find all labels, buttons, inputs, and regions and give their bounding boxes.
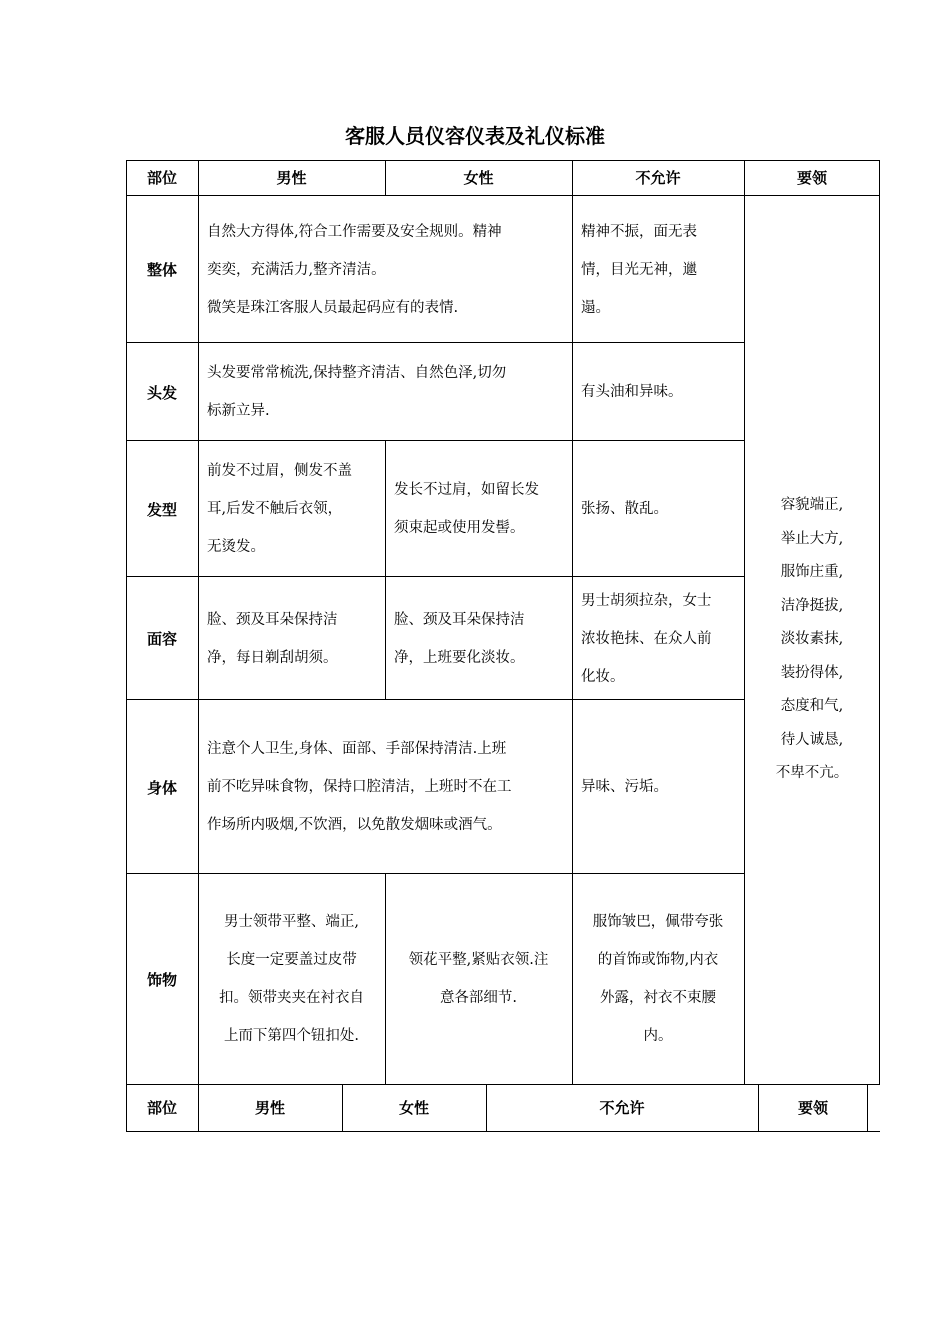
table-border (126, 873, 744, 874)
table-border (126, 160, 127, 1132)
text-line: 遢。 (581, 299, 610, 316)
text-line: 外露，衬衣不束腰 (600, 990, 716, 1006)
table-border (126, 195, 880, 196)
body-standard (198, 700, 572, 874)
text-line: 注意个人卫生,身体、面部、手部保持清洁.上班 (207, 741, 507, 757)
header-male: 男性 (276, 169, 307, 187)
footer-header-female: 女性 (398, 1099, 429, 1117)
header-forbidden: 不允许 (635, 169, 681, 187)
key-point: 不卑不亢。 (775, 765, 849, 782)
text-line: 异味、污垢。 (581, 779, 668, 795)
table-border (385, 160, 386, 196)
hairstyle-female (385, 441, 572, 577)
text-line: 浓妆艳抹、在众人前 (581, 630, 712, 647)
text-line: 净，每日剃刮胡须。 (207, 649, 338, 666)
overall-standard (198, 196, 572, 343)
hairstyle-forbidden (572, 441, 744, 577)
page-title: 客服人员仪容仪表及礼仪标准 (345, 124, 605, 148)
table-border (758, 1084, 759, 1132)
text-line: 作场所内吸烟,不饮酒，以免散发烟味或酒气。 (207, 817, 502, 833)
header-key-points: 要领 (796, 169, 827, 187)
text-line: 化妆。 (581, 668, 625, 685)
key-point: 服饰庄重, (780, 564, 844, 581)
text-line: 前不吃异味食物，保持口腔清洁，上班时不在工 (207, 779, 512, 795)
table-border (385, 441, 386, 700)
text-line: 情，目光无神，邋 (581, 261, 697, 278)
accessories-forbidden (572, 874, 744, 1084)
table-border (126, 440, 744, 441)
key-point: 装扮得体, (780, 664, 844, 681)
face-male (198, 577, 385, 700)
hair-standard (198, 343, 572, 441)
text-line: 耳,后发不触后衣领， (207, 501, 343, 517)
row-label-hair: 头发 (146, 383, 177, 402)
text-line: 标新立异. (207, 403, 270, 419)
text-line: 奕奕，充满活力,整齐清洁。 (207, 261, 386, 278)
text-line: 前发不过眉，侧发不盖 (207, 463, 352, 479)
text-line: 长度一定要盖过皮带 (226, 952, 357, 968)
text-line: 有头油和异味。 (581, 384, 683, 400)
text-line: 扣。领带夹夹在衬衣自 (219, 990, 364, 1006)
text-line: 张扬、散乱。 (581, 501, 668, 517)
text-line: 服饰皱巴，佩带夸张 (592, 914, 724, 930)
key-point: 举止大方, (780, 530, 844, 547)
table-border (198, 1084, 199, 1132)
footer-header-part: 部位 (146, 1099, 177, 1117)
text-line: 男士胡须拉杂，女士 (581, 592, 712, 609)
text-line: 头发要常常梳洗,保持整齐清洁、自然色泽,切勿 (207, 365, 507, 381)
table-border (744, 160, 745, 1085)
key-point: 待人诚恳, (780, 731, 844, 748)
key-point: 态度和气, (780, 698, 844, 715)
text-line: 净，上班要化淡妆。 (394, 649, 525, 666)
key-point: 容貌端正, (780, 497, 844, 514)
text-line: 微笑是珠江客服人员最起码应有的表情. (207, 299, 459, 316)
hair-forbidden (572, 343, 744, 441)
face-forbidden (572, 577, 744, 700)
text-line: 自然大方得体,符合工作需要及安全规则。精神 (207, 223, 502, 240)
footer-header-key-points: 要领 (797, 1099, 828, 1117)
table-border (385, 874, 386, 1085)
hairstyle-male (198, 441, 385, 577)
table-border (126, 342, 744, 343)
row-label-body: 身体 (146, 778, 177, 797)
text-line: 发长不过肩，如留长发 (394, 482, 539, 498)
text-line: 的首饰或饰物,内衣 (597, 952, 719, 968)
table-border (126, 576, 744, 577)
table-border (879, 160, 880, 1085)
text-line: 无烫发。 (207, 539, 265, 555)
row-label-hairstyle: 发型 (146, 500, 177, 519)
header-female: 女性 (463, 169, 494, 187)
header-part: 部位 (146, 169, 177, 187)
table-border (867, 1084, 868, 1132)
table-border (126, 160, 880, 161)
overall-forbidden (572, 196, 744, 343)
key-point: 淡妆素抹, (780, 631, 844, 648)
table-border (486, 1084, 487, 1132)
table-border (126, 1131, 880, 1132)
text-line: 意各部细节. (439, 990, 518, 1006)
table-border (126, 699, 744, 700)
text-line: 男士领带平整、端正, (223, 914, 360, 930)
key-point: 洁净挺拔, (780, 597, 844, 614)
row-label-accessories: 饰物 (146, 970, 177, 989)
text-line: 须束起或使用发髻。 (394, 520, 525, 536)
table-border (126, 1084, 880, 1085)
text-line: 上而下第四个钮扣处. (223, 1028, 360, 1044)
row-label-overall: 整体 (146, 261, 177, 279)
accessories-male (198, 874, 385, 1084)
footer-header-male: 男性 (254, 1099, 285, 1117)
row-label-face: 面容 (146, 630, 177, 648)
accessories-female (385, 874, 572, 1084)
text-line: 精神不振，面无表 (581, 223, 697, 240)
text-line: 内。 (643, 1028, 673, 1044)
text-line: 领花平整,紧贴衣领.注 (408, 952, 549, 968)
text-line: 脸、颈及耳朵保持洁 (394, 611, 525, 628)
face-female (385, 577, 572, 700)
body-forbidden (572, 700, 744, 874)
table-border (198, 160, 199, 1085)
key-points (744, 196, 880, 1084)
table-border (572, 160, 573, 1085)
table-border (342, 1084, 343, 1132)
text-line: 脸、颈及耳朵保持洁 (207, 611, 338, 628)
footer-header-forbidden: 不允许 (599, 1099, 645, 1117)
